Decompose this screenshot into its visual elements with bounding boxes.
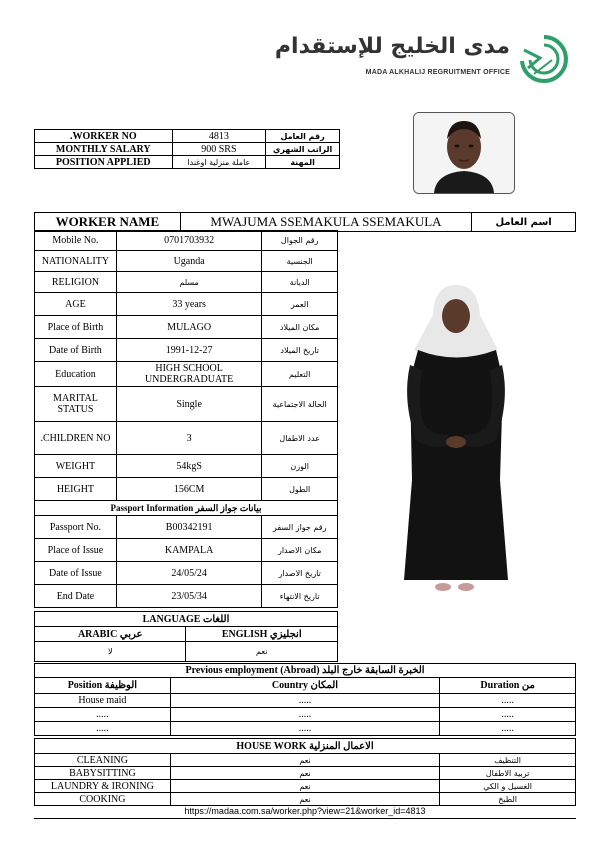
passport-header: Passport Information بيانات جواز السفر bbox=[35, 501, 338, 516]
language-arabic-value: لا bbox=[35, 642, 186, 662]
company-logo bbox=[274, 34, 572, 84]
employment-duration: ..... bbox=[440, 708, 576, 722]
detail-row bbox=[35, 455, 338, 478]
house-work-row bbox=[35, 793, 576, 806]
employment-position: House maid bbox=[35, 694, 171, 708]
detail-label-en: Mobile No. bbox=[35, 231, 117, 251]
detail-label-ar: الوزن bbox=[262, 455, 338, 478]
house-work-label-en: COOKING bbox=[35, 793, 171, 806]
detail-row bbox=[35, 387, 338, 422]
detail-row bbox=[35, 293, 338, 316]
full-body-image bbox=[338, 230, 576, 638]
detail-label-en: HEIGHT bbox=[35, 478, 117, 501]
language-table bbox=[34, 611, 338, 662]
detail-value: Single bbox=[116, 387, 261, 422]
detail-value: 1991-12-27 bbox=[116, 339, 261, 362]
detail-label-en: WEIGHT bbox=[35, 455, 117, 478]
detail-row bbox=[35, 231, 338, 251]
previous-employment-table bbox=[34, 663, 576, 736]
detail-label-ar: رقم الجوال bbox=[262, 231, 338, 251]
summary-row-salary bbox=[35, 143, 340, 156]
detail-value: MULAGO bbox=[116, 316, 261, 339]
passport-label-en: Place of Issue bbox=[35, 539, 117, 562]
detail-label-en: MARITAL STATUS bbox=[35, 387, 117, 422]
house-work-row bbox=[35, 780, 576, 793]
detail-label-ar: تاريخ الميلاد bbox=[262, 339, 338, 362]
col-duration-header: Duration من bbox=[440, 678, 576, 694]
employment-position: ..... bbox=[35, 722, 171, 736]
detail-row bbox=[35, 422, 338, 455]
worker-full-body-photo bbox=[338, 230, 576, 638]
detail-label-ar: الحالة الاجتماعية bbox=[262, 387, 338, 422]
house-work-label-en: BABYSITTING bbox=[35, 767, 171, 780]
face-portrait-image bbox=[414, 113, 514, 193]
house-work-row bbox=[35, 767, 576, 780]
detail-label-en: AGE bbox=[35, 293, 117, 316]
employment-row bbox=[35, 722, 576, 736]
summary-label-ar: رقم العامل bbox=[266, 130, 340, 143]
house-work-table bbox=[34, 738, 576, 806]
employment-duration: ..... bbox=[440, 694, 576, 708]
logo-english-text: MADA ALKHALIJ REGRUITMENT OFFICE bbox=[365, 69, 510, 76]
house-work-label-ar: الطبخ bbox=[440, 793, 576, 806]
passport-value: 24/05/24 bbox=[116, 562, 261, 585]
passport-label-ar: رقم جواز السفر bbox=[262, 516, 338, 539]
house-work-label-ar: تربية الاطفال bbox=[440, 767, 576, 780]
detail-value: 54kgS bbox=[116, 455, 261, 478]
passport-label-en: Passport No. bbox=[35, 516, 117, 539]
detail-row bbox=[35, 478, 338, 501]
summary-row-position bbox=[35, 156, 340, 169]
worker-name-table bbox=[34, 212, 576, 232]
house-work-value: نعم bbox=[170, 780, 439, 793]
detail-value: 156CM bbox=[116, 478, 261, 501]
summary-label-en: POSITION APPLIED bbox=[35, 156, 173, 169]
employment-row bbox=[35, 694, 576, 708]
summary-label-ar: المهنة bbox=[266, 156, 340, 169]
passport-label-en: Date of Issue bbox=[35, 562, 117, 585]
summary-label-en: MONTHLY SALARY bbox=[35, 143, 173, 156]
passport-value: B00342191 bbox=[116, 516, 261, 539]
passport-label-en: End Date bbox=[35, 585, 117, 608]
passport-header-row bbox=[35, 501, 338, 516]
passport-label-ar: تاريخ الاصدار bbox=[262, 562, 338, 585]
detail-value: 0701703932 bbox=[116, 231, 261, 251]
house-work-row bbox=[35, 754, 576, 767]
house-work-value: نعم bbox=[170, 754, 439, 767]
worker-profile-url[interactable]: https://madaa.com.sa/worker.php?view=21&worker_id=4813 bbox=[34, 806, 576, 819]
passport-label-ar: تاريخ الانتهاء bbox=[262, 585, 338, 608]
worker-name-label-en: WORKER NAME bbox=[35, 213, 181, 232]
house-work-label-en: CLEANING bbox=[35, 754, 171, 767]
detail-value: HIGH SCHOOL UNDERGRADUATE bbox=[116, 362, 261, 387]
house-work-label-ar: الغسيل و الكي bbox=[440, 780, 576, 793]
passport-value: 23/05/34 bbox=[116, 585, 261, 608]
passport-row bbox=[35, 539, 338, 562]
detail-row bbox=[35, 272, 338, 293]
worker-summary-table bbox=[34, 129, 340, 169]
passport-row bbox=[35, 562, 338, 585]
detail-value: 33 years bbox=[116, 293, 261, 316]
logo-arabic-text: مدى الخليج للإستقدام bbox=[274, 34, 510, 59]
summary-value: 900 SRS bbox=[172, 143, 266, 156]
detail-label-ar: العمر bbox=[262, 293, 338, 316]
detail-label-en: Date of Birth bbox=[35, 339, 117, 362]
detail-label-ar: مكان الميلاد bbox=[262, 316, 338, 339]
detail-label-ar: عدد الاطفال bbox=[262, 422, 338, 455]
employment-duration: ..... bbox=[440, 722, 576, 736]
employment-country: ..... bbox=[170, 694, 439, 708]
detail-value: Uganda bbox=[116, 251, 261, 272]
detail-label-en: Place of Birth bbox=[35, 316, 117, 339]
language-header: LANGUAGE اللغات bbox=[35, 612, 338, 627]
language-english-label: ENGLISH انجليزي bbox=[186, 627, 338, 642]
passport-row bbox=[35, 516, 338, 539]
house-work-value: نعم bbox=[170, 793, 439, 806]
detail-label-ar: الديانة bbox=[262, 272, 338, 293]
house-work-header: HOUSE WORK الاعمال المنزلية bbox=[35, 739, 576, 754]
employment-country: ..... bbox=[170, 708, 439, 722]
detail-value: مسلم bbox=[116, 272, 261, 293]
house-work-label-ar: التنظيف bbox=[440, 754, 576, 767]
passport-row bbox=[35, 585, 338, 608]
detail-label-ar: الجنسية bbox=[262, 251, 338, 272]
logo-mark-icon bbox=[516, 34, 572, 84]
detail-label-ar: التعليم bbox=[262, 362, 338, 387]
summary-label-en: .WORKER NO bbox=[35, 130, 173, 143]
previous-employment-header: Previous employment (Abroad) الخبرة السابقة خارج البلد bbox=[35, 664, 576, 678]
summary-value: عاملة منزلية اوغندا bbox=[172, 156, 266, 169]
passport-value: KAMPALA bbox=[116, 539, 261, 562]
worker-details-table bbox=[34, 230, 338, 608]
house-work-value: نعم bbox=[170, 767, 439, 780]
detail-row bbox=[35, 362, 338, 387]
summary-label-ar: الراتب الشهري bbox=[266, 143, 340, 156]
worker-face-photo bbox=[413, 112, 515, 194]
detail-label-en: .CHILDREN NO bbox=[35, 422, 117, 455]
worker-name-value: MWAJUMA SSEMAKULA SSEMAKULA bbox=[180, 213, 471, 232]
detail-row bbox=[35, 251, 338, 272]
language-english-value: نعم bbox=[186, 642, 338, 662]
employment-position: ..... bbox=[35, 708, 171, 722]
detail-label-en: NATIONALITY bbox=[35, 251, 117, 272]
language-arabic-label: ARABIC عربي bbox=[35, 627, 186, 642]
employment-row bbox=[35, 708, 576, 722]
col-position-header: Position الوظيفة bbox=[35, 678, 171, 694]
detail-row bbox=[35, 316, 338, 339]
worker-name-label-ar: اسم العامل bbox=[472, 213, 576, 232]
summary-value: 4813 bbox=[172, 130, 266, 143]
house-work-label-en: LAUNDRY & IRONING bbox=[35, 780, 171, 793]
detail-label-en: RELIGION bbox=[35, 272, 117, 293]
detail-row bbox=[35, 339, 338, 362]
summary-row-worker-no bbox=[35, 130, 340, 143]
detail-label-en: Education bbox=[35, 362, 117, 387]
employment-country: ..... bbox=[170, 722, 439, 736]
detail-label-ar: الطول bbox=[262, 478, 338, 501]
col-country-header: Country المكان bbox=[170, 678, 439, 694]
passport-label-ar: مكان الاصدار bbox=[262, 539, 338, 562]
detail-value: 3 bbox=[116, 422, 261, 455]
